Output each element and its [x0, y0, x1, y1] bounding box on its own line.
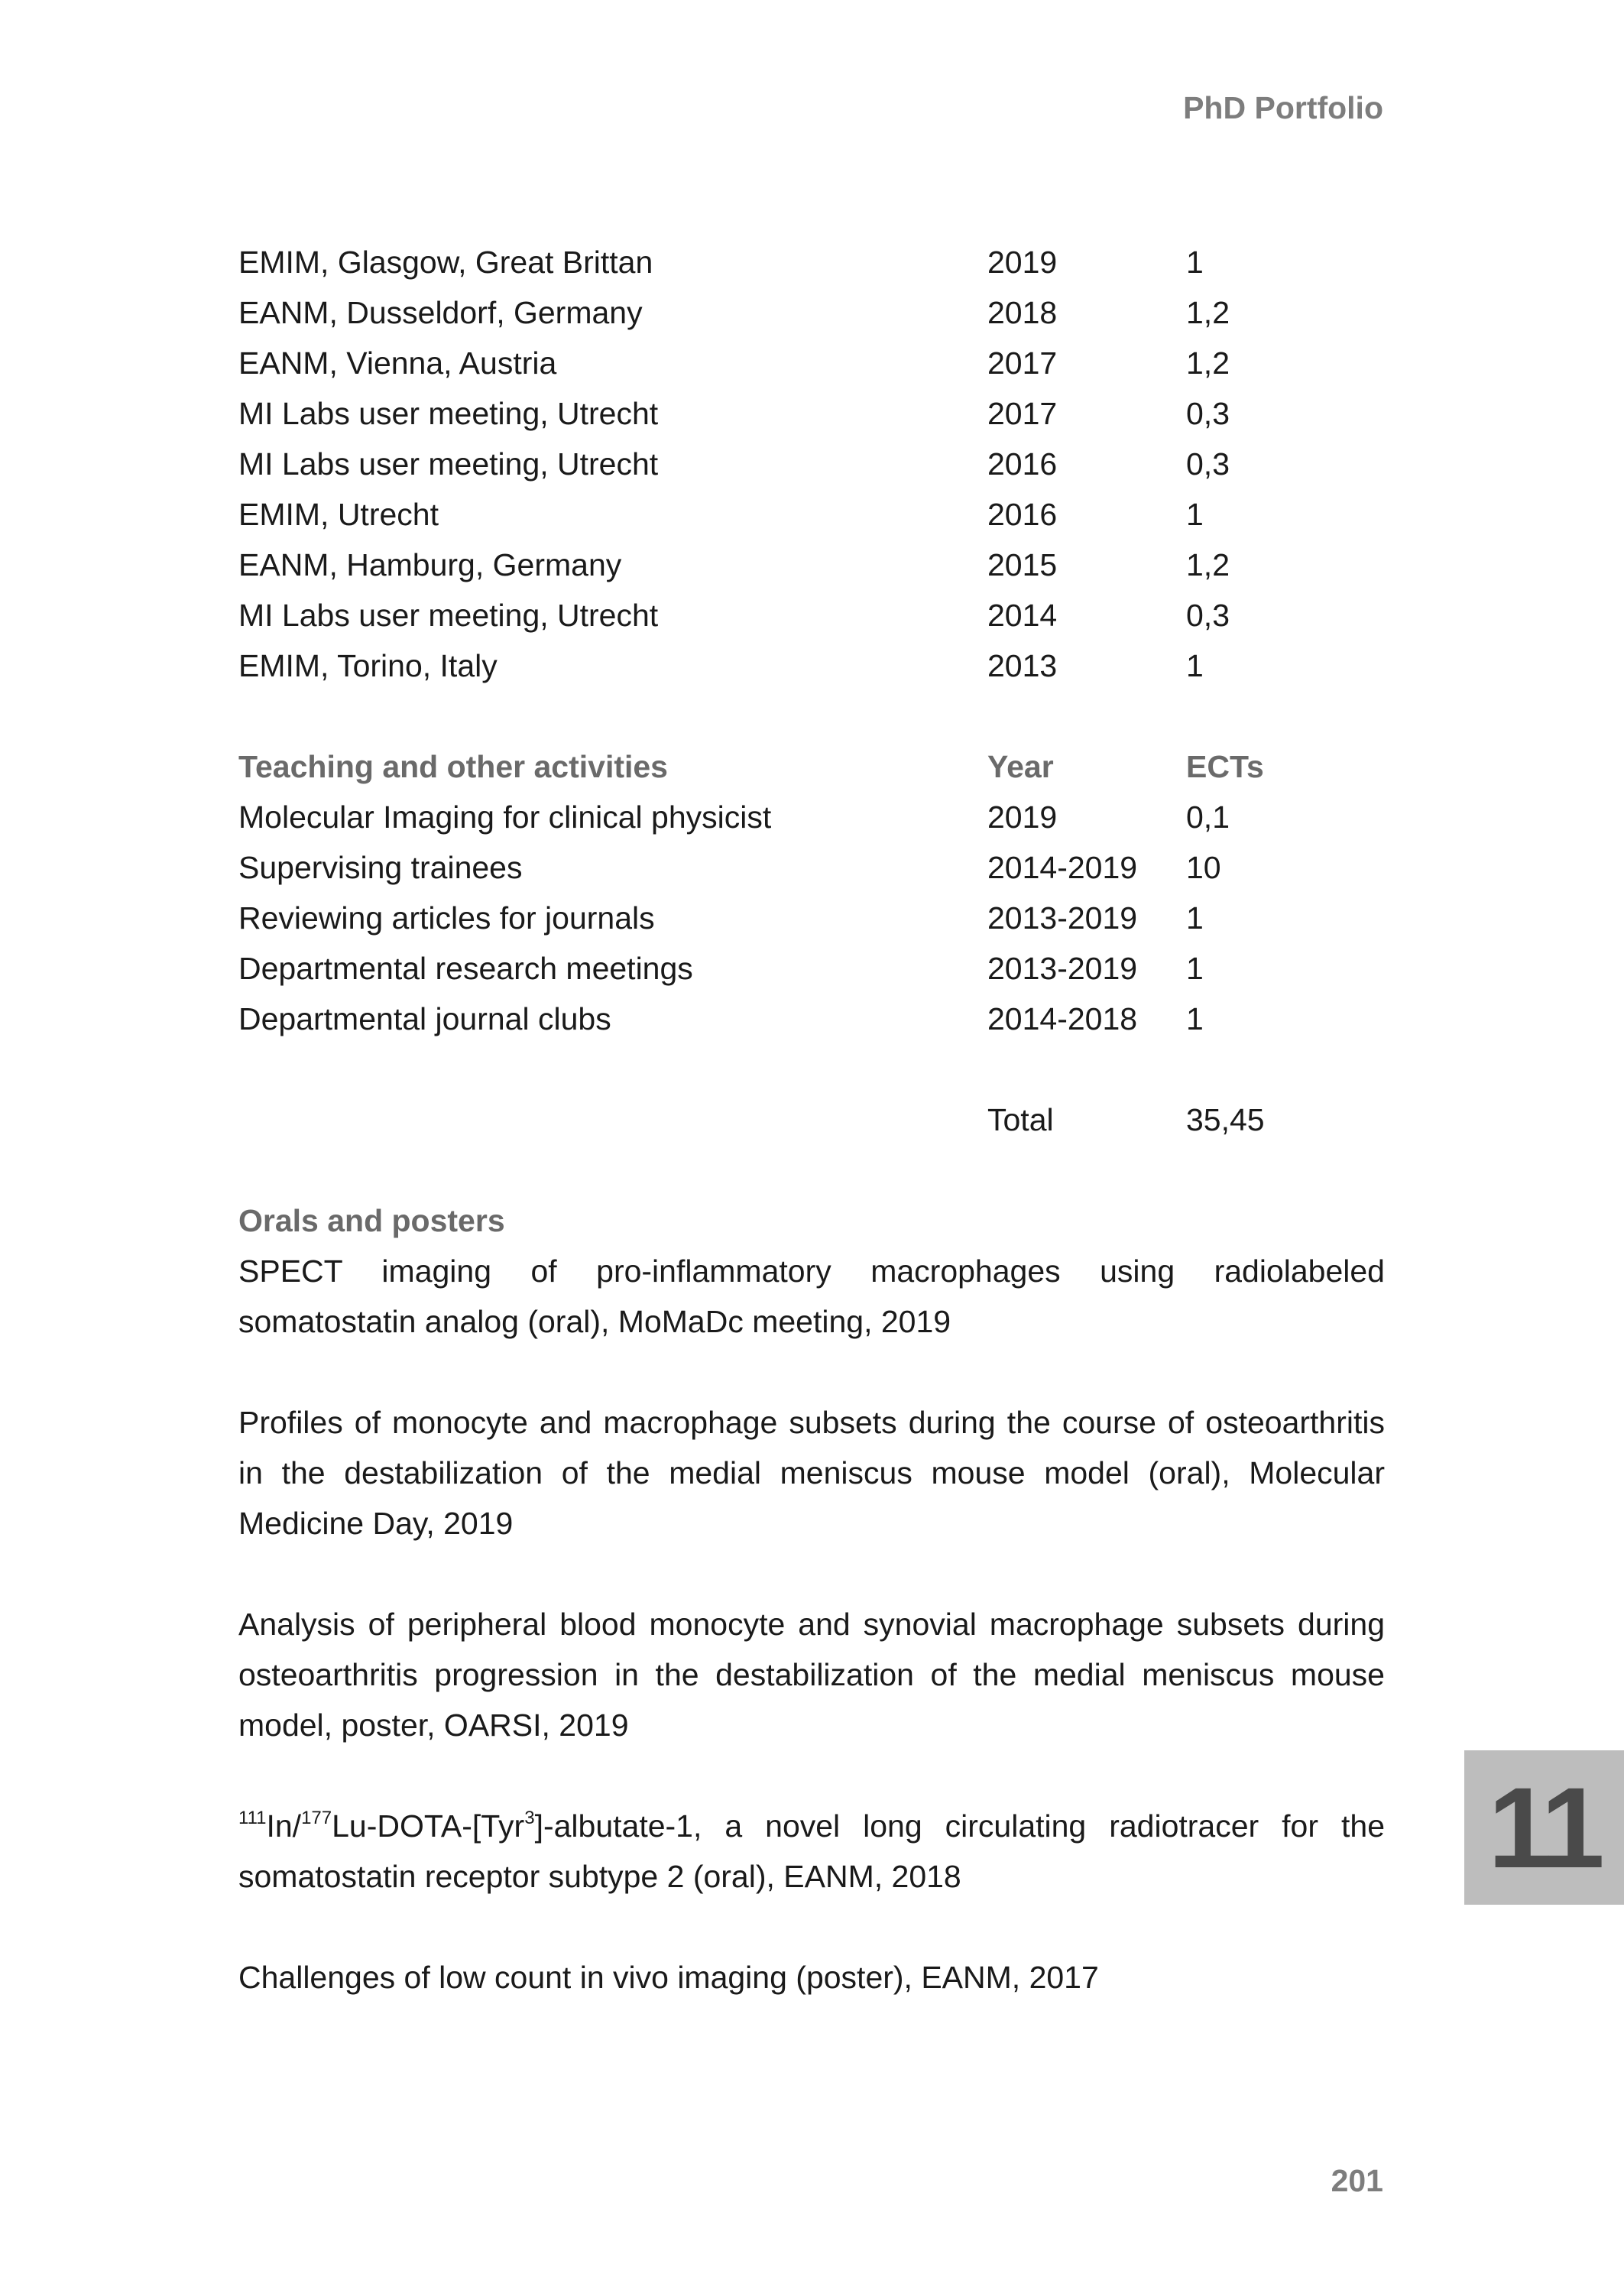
activity-ects: 1,2 [1186, 547, 1230, 582]
activity-year: 2019 [987, 245, 1058, 280]
chapter-tab: 11 [1464, 1750, 1624, 1905]
activity-year: 2017 [987, 345, 1058, 381]
spacer [238, 691, 1385, 741]
table-row [238, 994, 1385, 1044]
text-fragment: Lu-DOTA-[Tyr [332, 1808, 525, 1844]
total-value: 35,45 [1186, 1102, 1265, 1137]
activity-year: 2016 [987, 497, 1058, 532]
table-row [238, 792, 1385, 842]
orals-section [238, 1195, 1385, 2003]
table-row [238, 338, 1385, 388]
spacer [238, 1044, 1385, 1095]
presentation-item: Profiles of monocyte and macrophage subsets during the course of osteoarthritis in the destabilization of the medial meniscus mouse model (oral), Molecular Medicine Day, 2019 [238, 1405, 1385, 1541]
table-row [238, 540, 1385, 590]
table-row [238, 489, 1385, 540]
activity-ects: 10 [1186, 850, 1221, 885]
presentation-item: SPECT imaging of pro-inflammatory macrophages using radiolabeled somatostatin analog (oral), MoMaDc meeting, 2019 [238, 1254, 1385, 1339]
activity-name: EMIM, Torino, Italy [238, 648, 498, 683]
table-row [238, 237, 1385, 287]
presentation-item: Analysis of peripheral blood monocyte and synovial macrophage subsets during osteoarthritis progression in the destabilization of the medial meniscus mouse model, poster, OARSI, 2019 [238, 1607, 1385, 1743]
activity-name: EMIM, Glasgow, Great Brittan [238, 245, 653, 280]
activity-ects: 1 [1186, 1001, 1204, 1036]
section-heading: Teaching and other activities [238, 749, 668, 784]
table-row [238, 388, 1385, 439]
activity-year: 2014-2019 [987, 850, 1138, 885]
table-row [238, 641, 1385, 691]
activity-name: Supervising trainees [238, 850, 523, 885]
activity-name: EMIM, Utrecht [238, 497, 439, 532]
activity-ects: 0,1 [1186, 799, 1230, 835]
table-row [238, 893, 1385, 943]
activity-name: EANM, Vienna, Austria [238, 345, 557, 381]
activity-year: 2014-2018 [987, 1001, 1138, 1036]
text-fragment: ]-albutate-1, a novel long circulating radiotracer for the somatostatin receptor subtype 2 (oral), EANM, 2018 [238, 1808, 1385, 1894]
activity-year: 2016 [987, 446, 1058, 482]
activity-name: Departmental journal clubs [238, 1001, 611, 1036]
activity-name: EANM, Dusseldorf, Germany [238, 295, 643, 330]
activity-year: 2019 [987, 799, 1058, 835]
activity-year: 2013 [987, 648, 1058, 683]
portfolio-content [238, 237, 1385, 2003]
position-superscript: 3 [524, 1808, 535, 1829]
spacer [238, 1145, 1385, 1195]
ects-column-header: ECTs [1186, 749, 1264, 784]
running-title: PhD Portfolio [1183, 90, 1383, 125]
section-heading: Orals and posters [238, 1203, 505, 1238]
teaching-table [238, 741, 1385, 1145]
presentation-item-radiotracer [238, 1801, 1385, 1902]
activity-ects: 0,3 [1186, 446, 1230, 482]
page-number: 201 [1331, 2163, 1383, 2198]
activity-name: Reviewing articles for journals [238, 900, 655, 936]
presentation-item: Challenges of low count in vivo imaging (poster), EANM, 2017 [238, 1960, 1099, 1995]
activity-year: 2013-2019 [987, 900, 1138, 936]
activity-year: 2017 [987, 396, 1058, 431]
total-row [238, 1095, 1385, 1145]
activity-name: EANM, Hamburg, Germany [238, 547, 622, 582]
total-label: Total [987, 1102, 1054, 1137]
activity-year: 2013-2019 [987, 951, 1138, 986]
activity-year: 2018 [987, 295, 1058, 330]
activity-ects: 0,3 [1186, 598, 1230, 633]
conference-table [238, 237, 1385, 691]
year-column-header: Year [987, 749, 1054, 784]
table-row [238, 590, 1385, 641]
activity-name: Departmental research meetings [238, 951, 693, 986]
activity-ects: 1 [1186, 245, 1204, 280]
activity-year: 2014 [987, 598, 1058, 633]
isotope-superscript: 111 [238, 1808, 267, 1829]
table-header-row [238, 741, 1385, 792]
activity-name: MI Labs user meeting, Utrecht [238, 396, 659, 431]
activity-ects: 1,2 [1186, 345, 1230, 381]
table-row [238, 439, 1385, 489]
table-row [238, 943, 1385, 994]
activity-ects: 0,3 [1186, 396, 1230, 431]
activity-ects: 1 [1186, 951, 1204, 986]
activity-year: 2015 [987, 547, 1058, 582]
activity-ects: 1 [1186, 497, 1204, 532]
activity-ects: 1,2 [1186, 295, 1230, 330]
activity-ects: 1 [1186, 648, 1204, 683]
table-row [238, 287, 1385, 338]
activity-name: MI Labs user meeting, Utrecht [238, 446, 659, 482]
table-row [238, 842, 1385, 893]
text-fragment: In/ [266, 1808, 302, 1844]
activity-name: Molecular Imaging for clinical physicist [238, 799, 772, 835]
isotope-superscript: 177 [301, 1808, 332, 1829]
activity-ects: 1 [1186, 900, 1204, 936]
activity-name: MI Labs user meeting, Utrecht [238, 598, 659, 633]
